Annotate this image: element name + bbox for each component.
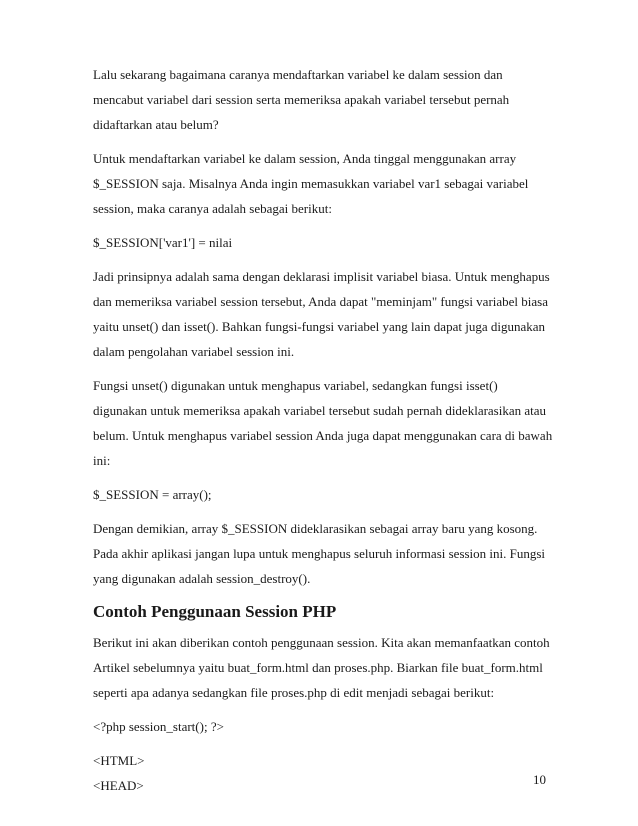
paragraph-session-destroy: Dengan demikian, array $_SESSION dideklarasikan sebagai array baru yang kosong. Pada akhir aplikasi jangan lupa untuk menghapus seluruh informasi session ini. Fungsi yang digunakan adalah session_destroy(). [93,521,546,586]
page-number: 10 [533,772,546,787]
paragraph-implicit-declaration: Jadi prinsipnya adalah sama dengan deklarasi implisit variabel biasa. Untuk menghapus dan memeriksa variabel session tersebut, Anda dapat "meminjam" fungsi variabel biasa yaitu unset() dan isset(). Bahkan fungsi-fungsi variabel yang lain dapat juga digunakan dalam pengolahan variabel session ini. [93,269,550,359]
paragraph-session-question: Lalu sekarang bagaimana caranya mendaftarkan variabel ke dalam session dan mencabut variabel dari session serta memeriksa apakah variabel tersebut pernah didaftarkan atau belum? [93,67,510,132]
code-session-array: $_SESSION = array(); [93,487,212,502]
code-session-assign: $_SESSION['var1'] = nilai [93,235,233,250]
paragraph-unset-isset: Fungsi unset() digunakan untuk menghapus variabel, sedangkan fungsi isset() digunakan untuk memeriksa apakah variabel tersebut sudah pernah dideklarasikan atau belum. Untuk menghapus variabel session Anda juga dapat menggunakan cara di bawah ini: [93,378,553,468]
code-line-html: <HTML> [93,753,145,768]
section-intro: Berikut ini akan diberikan contoh penggunaan session. Kita akan memanfaatkan contoh Artikel sebelumnya yaitu buat_form.html dan proses.php. Biarkan file buat_form.html seperti apa adanya sedangkan file proses.php di edit menjadi sebagai berikut: [93,635,550,700]
code-line-session-start: <?php session_start(); ?> [93,719,224,734]
document-page [93,62,553,798]
section-heading: Contoh Penggunaan Session PHP [93,602,337,621]
code-line-head: <HEAD> [93,778,144,793]
paragraph-register-variable: Untuk mendaftarkan variabel ke dalam session, Anda tinggal menggunakan array $_SESSION saja. Misalnya Anda ingin memasukkan variabel var1 sebagai variabel session, maka caranya adalah sebagai berikut: [93,151,529,216]
